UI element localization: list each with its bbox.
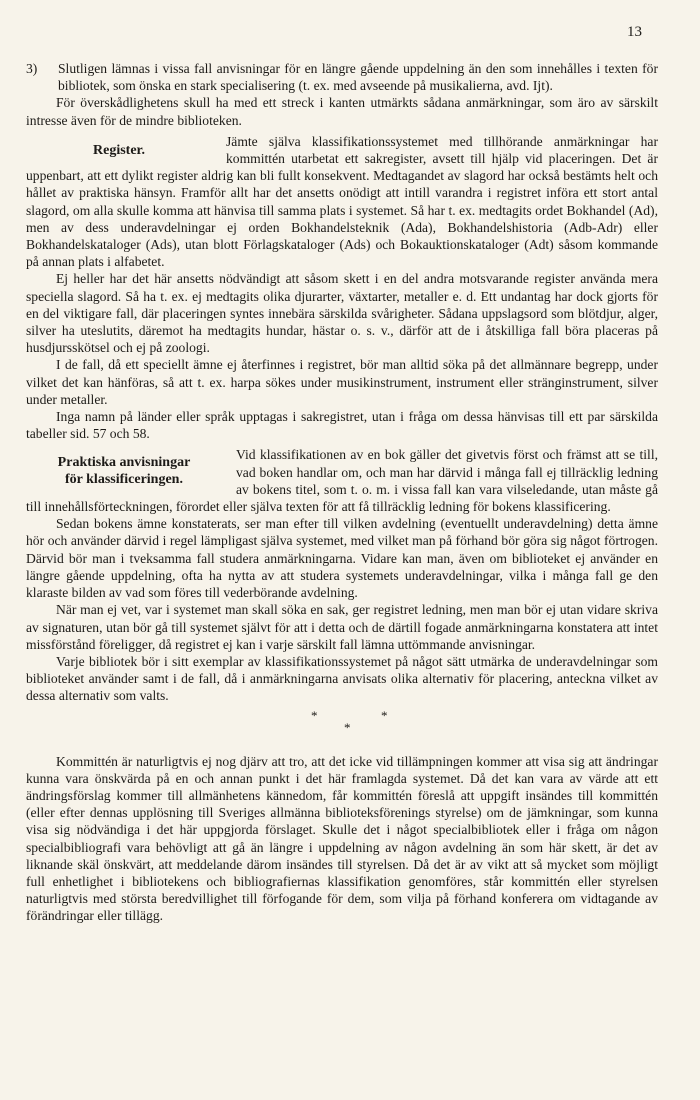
praktiska-paragraph-3: När man ej vet, var i systemet man skall söka en sak, ger registret ledning, men man bör ej utan vidare skriva av signaturen, utan bör gå till systemet självt för att i detta och de därtill fogade anmärkningarna konstatera att intet missförstånd föreligger, då registret ej kan i varje särskilt fall lämna uttömmande anvisningar.	[26, 602, 658, 652]
closing-paragraph: Kommittén är naturligtvis ej nog djärv att tro, att det icke vid tillämpningen kommer att visa sig att ändringar kunna vara önskvärda på en och annan punkt i det här framlagda systemet. Då det kan vara av värde att ett ändringsförslag kommer till allmänhetens kännedom, får kommittén föreslå att uppgift insändes till kommittén (eller efter dennas upplösning till Sveriges allmänna biblioteksförenings styrelse) om de jämkningar, som kunna visa sig nödvändiga i det här uppgjorda förslaget. Skulle det i något specialbibliotek eller i fråga om någon specialbibliografi vara behövligt att gå än längre i uppdelning av någon avdelning än som här skett, är det av liknande skäl önskvärt, att meddelande därom insändes till styrelsen. Då det är av vikt att så mycket som möjligt full enhetlighet i bibliotekens och bibliografiernas klassifikation genomföres, står kommittén eller styrelsen naturligtvis med största beredvillighet till förfogande för dem, som vilja på förhand konferera om vidtagande av förändringar eller tillägg.	[26, 753, 658, 924]
register-paragraph-1: Jämte själva klassifikationssystemet med tillhörande anmärkningar har kommittén utarbetat ett sakregister, avsett till hjälp vid placeringen. Det är uppenbart, att ett dylikt register aldrig kan bli fullt konsekvent. Medtagandet av slagord har också bestämts helt och hållet av praktiska hänsyn. Framför allt har det ansetts onödigt att intill varandra i registret införa ett stort antal slagord, om alla skulle komma att hänvisa till samma plats i systemet. Så har t. ex. medtagits ordet Bokhandel (Ad), men av dess underavdelningar ej orden Bokhandelsteknik (Ada), Bokhandelshistoria (Adb-Adr) eller Bokhandelskataloger (Ads), utan blott Förlagskataloger (Ads) och Bokauktionskataloger (Adt) såsom kommande på annan plats i alfabetet.	[26, 133, 658, 270]
page-number: 13	[627, 24, 642, 40]
asterism-star: *	[344, 719, 351, 735]
register-paragraph-3: I de fall, då ett speciellt ämne ej återfinnes i registret, bör man alltid söka på det allmännare begrepp, under vilket det kan hänföras, så att t. ex. harpa sökes under musikinstrument, instrument eller stränginstrument, silver under metaller.	[26, 357, 658, 407]
register-paragraph-4: Inga namn på länder eller språk upptagas i sakregistret, utan i fråga om dessa hänvisas till ett par särskilda tabeller sid. 57 och 58.	[26, 409, 658, 442]
register-heading: Register.	[93, 142, 145, 158]
praktiska-paragraph-2: Sedan bokens ämne konstaterats, ser man efter till vilken avdelning (eventuellt underavdelning) detta ämne hör och använder därvid i regel lämpligast själva systemet, med vilket man på förhand bör göra sig något förtrogen. Därvid bör man i tveksamma fall studera anmärkningarna. Vidare kan man, även om biblioteket ej använder en längre gående uppdelning, ofta ha nytta av att studera systemets underavdelningar, vilka i många fall ge den klaraste bilden av vad som föres till vederbörande avdelning.	[26, 516, 658, 601]
list-item-3	[26, 60, 658, 94]
overview-paragraph: För överskådlighetens skull ha med ett streck i kanten utmärkts sådana anmärkningar, som äro av särskilt intresse även för de mindre biblioteken.	[26, 95, 658, 128]
asterism-star: *	[311, 707, 318, 723]
page-body	[26, 60, 658, 925]
list-item-text: Slutligen lämnas i vissa fall anvisningar för en längre gående uppdelning än den som innehålles i texten för bibliotek, som önska en stark specialisering (t. ex. med avseende på musikalierna, avd. Ijt).	[58, 61, 658, 94]
praktiska-paragraph-1: Vid klassifikationen av en bok gäller det givetvis först och främst att se till, vad boken handlar om, och man har därvid i många fall ej tillräcklig ledning av bokens titel, som t. o. m. i vissa fall kan vara vilseledande, utan måste gå till innehållsförteckningen, förordet eller själva texten för att få tillräcklig ledning för bokens klassificering.	[26, 447, 658, 515]
list-item-number: 3)	[26, 61, 38, 76]
praktiska-heading	[26, 446, 222, 488]
praktiska-heading-line-2: för klassificeringen.	[65, 472, 183, 488]
asterism-divider	[26, 707, 658, 741]
asterism-star: *	[381, 707, 388, 723]
section-register	[26, 133, 658, 443]
register-paragraph-2: Ej heller har det här ansetts nödvändigt att såsom skett i en del andra motsvarande register använda mera speciella slagord. Så ha t. ex. ej medtagits olika djurarter, växtarter, metaller e. d. Ett undantag har dock gjorts för en del viktigare fall, där placeringen syntes innebära särskilda svårigheter. Sådana uppslagsord som blötdjur, alger, silver ha uteslutits, däremot ha medtagits hundar, hästar o. s. v., därför att de i åtskilliga fall böra placeras på husdjursskötsel och ej på zoologi.	[26, 271, 658, 356]
section-praktiska	[26, 446, 658, 704]
praktiska-paragraph-4: Varje bibliotek bör i sitt exemplar av klassifikationssystemet på något sätt utmärka de underavdelningar som biblioteket använder samt i de fall, då i anmärkningarna anvisats olika alternativ för placering, anteckna vilket av dessa alternativ som valts.	[26, 653, 658, 704]
praktiska-heading-line-1: Praktiska anvisningar	[57, 455, 191, 471]
